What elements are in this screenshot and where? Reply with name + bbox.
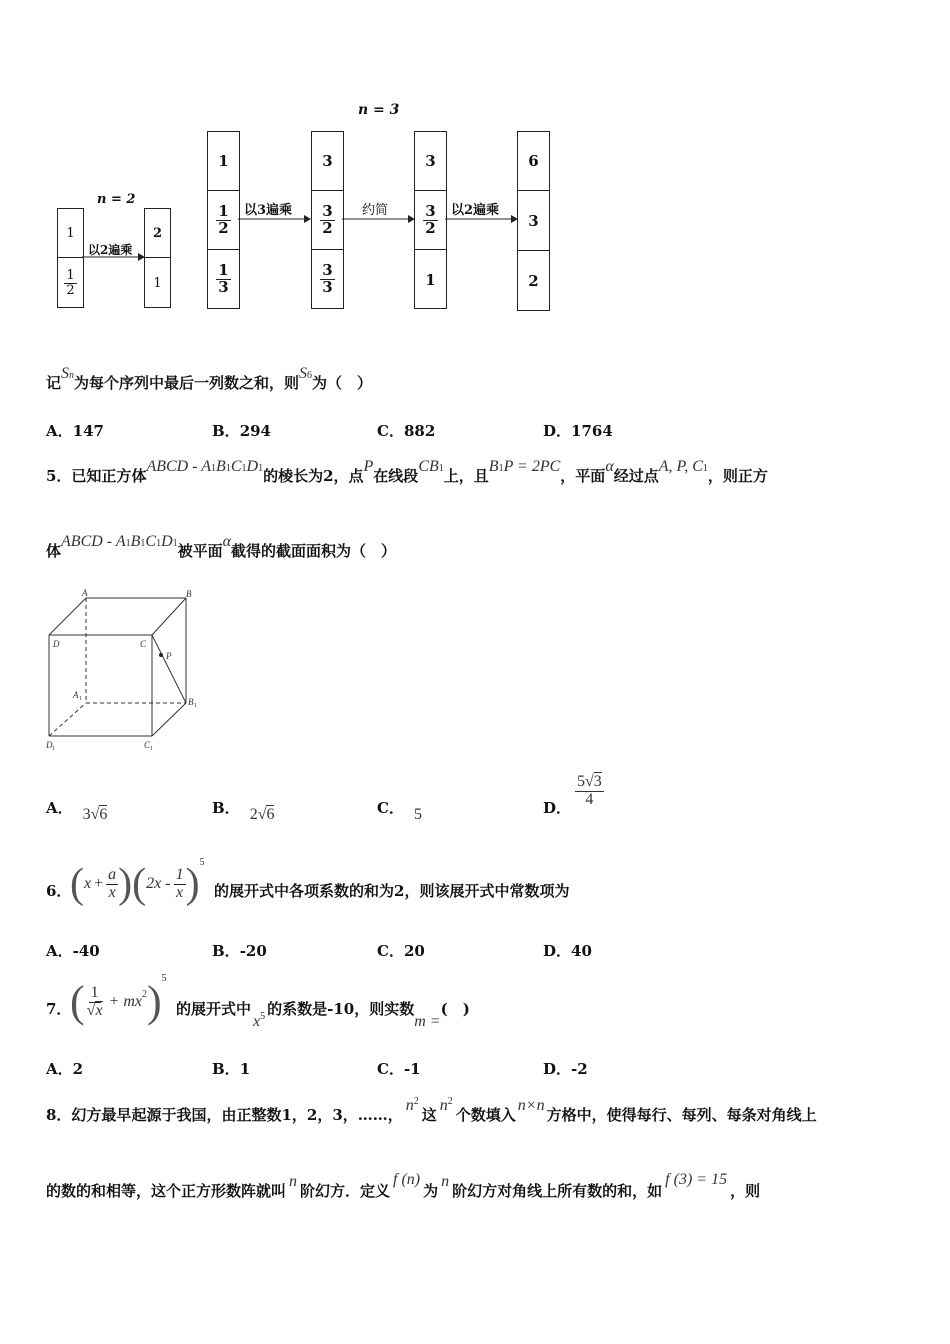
label-b1: B	[188, 697, 194, 707]
arrow-3	[445, 214, 519, 224]
q5-stem-line-1: 5．已知正方体ABCD - A1B1C1D1的棱长为2，点P在线段CB1上，且B1P = 2PC，平面α经过点A, P, C1，则正方	[46, 458, 768, 485]
q4-stem: 记Sn为每个序列中最后一列数之和，则S6为（ ）	[46, 365, 373, 392]
n3-c4-cell-1: 6	[528, 152, 539, 170]
label-b1-sub: 1	[194, 703, 197, 709]
q7-option-c[interactable]: C．-1	[377, 1060, 421, 1078]
arrow-3-label: 以2遍乘	[451, 203, 500, 218]
arrow-2-label: 约简	[362, 203, 389, 218]
n3-c2-cell-2: $\frac{3}{2}$	[312, 190, 343, 250]
q7-expression: ( $\frac{1}{√x}$ + mx 2 ) 5	[70, 972, 167, 1026]
q4-option-c[interactable]: C．882	[377, 422, 436, 440]
label-c: C	[140, 639, 147, 649]
q5-option-a[interactable]: A． 3√6	[46, 799, 108, 823]
q7-stem: 的展开式中$x^5$ 的系数是-10，则实数m =( )	[176, 1000, 470, 1030]
q6-option-c[interactable]: C．20	[377, 942, 425, 960]
label-d: D	[53, 639, 60, 649]
label-d1: D	[46, 740, 53, 750]
q4-option-a[interactable]: A．147	[46, 422, 104, 440]
n3-c1-cell-2: $\frac{1}{2}$	[208, 190, 239, 250]
n3-c1-cell-3: $\frac{1}{3}$	[208, 249, 239, 309]
q5-option-c[interactable]: C． 5	[377, 799, 422, 823]
q7-option-a[interactable]: A．2	[46, 1060, 84, 1078]
q6-option-a[interactable]: A．-40	[46, 942, 100, 960]
n2-left-cell-2: $\frac{1}{2}$	[58, 257, 83, 308]
q8-stem-line-2: 的数的和相等，这个正方形数阵就叫n阶幻方．定义f (n)为n阶幻方对角线上所有数的和，如f (3) = 15，则	[46, 1171, 761, 1200]
arrow-1-label: 以3遍乘	[244, 203, 293, 218]
cube-figure	[40, 588, 210, 758]
q6-option-d[interactable]: D．40	[543, 942, 592, 960]
n3-column-4	[517, 131, 550, 311]
q7-option-d[interactable]: D．-2	[543, 1060, 588, 1078]
n3-c4-cell-3: 2	[518, 250, 549, 311]
n2-right-cell-1: 2	[152, 225, 163, 241]
n3-c3-cell-2: $\frac{3}{2}$	[415, 190, 446, 250]
q5-stem-line-2: 体ABCD - A1B1C1D1被平面α截得的截面面积为（ ）	[46, 533, 397, 560]
n3-column-1	[207, 131, 240, 309]
q4-option-b[interactable]: B．294	[212, 422, 271, 440]
n2-left-column	[57, 208, 84, 308]
q7-option-b[interactable]: B．1	[212, 1060, 251, 1078]
q6-option-b[interactable]: B．-20	[212, 942, 267, 960]
n3-c3-cell-1: 3	[425, 152, 436, 170]
arrow-2	[342, 214, 416, 224]
q5-option-b[interactable]: B． 2√6	[212, 799, 275, 823]
n3-label: n = 3	[358, 102, 400, 118]
label-b: B	[186, 589, 192, 599]
n3-column-2	[311, 131, 344, 309]
n3-c4-cell-2: 3	[518, 190, 549, 251]
q7-number: 7．	[46, 1000, 72, 1018]
n2-arrow	[82, 252, 146, 262]
n3-column-3	[414, 131, 447, 309]
arrow-1	[238, 214, 312, 224]
n2-arrow-label: 以2遍乘	[88, 243, 133, 257]
q6-stem-text: 的展开式中各项系数的和为2，则该展开式中常数项为	[214, 882, 570, 900]
q8-stem-line-1: 8．幻方最早起源于我国，由正整数1，2，3，……，$n^2$这$n^2$个数填入n×n方格中，使得每行、每列、每条对角线上	[46, 1096, 817, 1124]
label-a1: A	[73, 690, 79, 700]
q6-stem: 6．	[46, 882, 72, 900]
n2-right-column	[144, 208, 171, 308]
q6-expression: ( x + $\frac{a}{x}$ ) ( 2x - $\frac{1}{x}$ ) 5	[70, 856, 205, 907]
n2-left-cell-1: 1	[66, 225, 75, 241]
q5-option-d[interactable]: D．	[543, 799, 572, 817]
n2-right-cell-2: 1	[145, 257, 170, 308]
label-c1: C	[144, 740, 151, 750]
n3-c1-cell-1: 1	[218, 152, 229, 170]
label-d1-sub: 1	[52, 746, 55, 752]
q5-option-d-fraction: $\frac{5√3}{4}$	[577, 773, 602, 808]
label-a1-sub: 1	[79, 696, 82, 702]
label-c1-sub: 1	[150, 746, 153, 752]
magic-sequence-diagram	[0, 0, 950, 320]
n3-c3-cell-3: 1	[415, 249, 446, 309]
q4-option-d[interactable]: D．1764	[543, 422, 613, 440]
point-p	[159, 653, 163, 657]
n3-c2-cell-1: 3	[322, 152, 333, 170]
label-a: A	[82, 588, 88, 598]
n3-c2-cell-3: $\frac{3}{3}$	[312, 249, 343, 309]
label-p: P	[166, 651, 172, 661]
n2-label: n = 2	[97, 192, 136, 207]
